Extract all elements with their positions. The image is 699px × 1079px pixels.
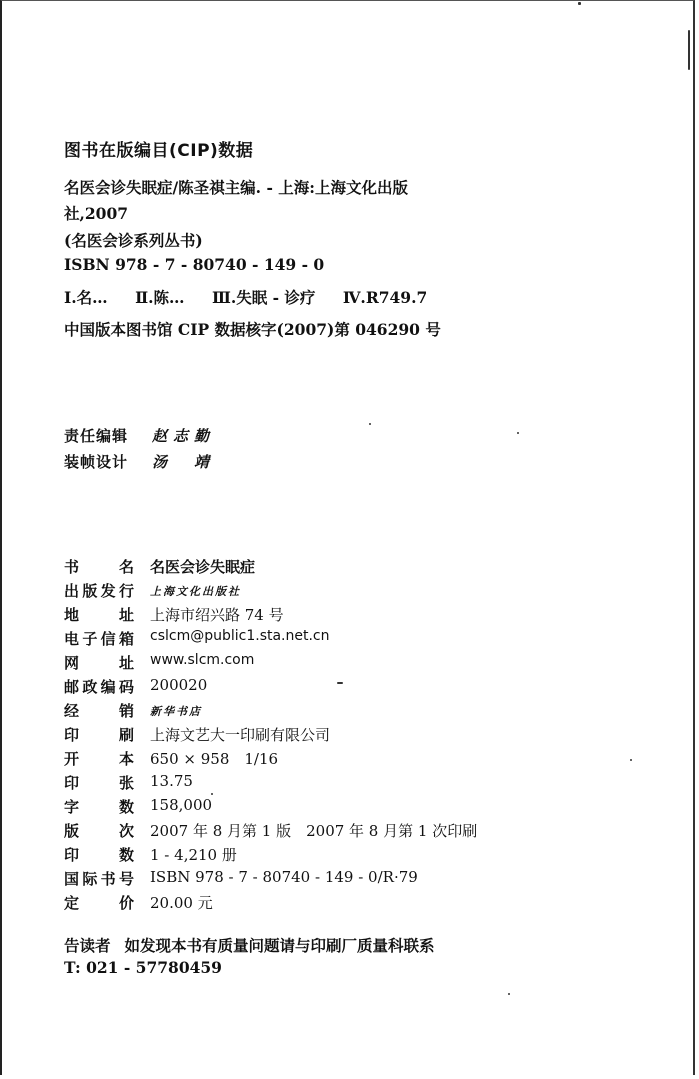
info-value: cslcm@public1.sta.net.cn [150,628,330,644]
cip-line-publisher: 社,2007 [64,204,129,223]
info-label: 网址 [64,654,134,672]
cip-title: 图书在版编目(CIP)数据 [64,141,254,161]
info-value: 1 - 4,210 册 [150,846,237,864]
info-label: 邮政编码 [64,678,134,696]
classification-item: Ⅰ.名… [64,288,108,307]
scan-speck [369,423,371,425]
reader-notice [64,934,435,956]
info-value: 上海市绍兴路 74 号 [150,606,284,624]
info-value: 200020 [150,676,208,694]
info-label: 定价 [64,894,134,912]
info-label: 经销 [64,702,134,720]
scan-speck [337,682,343,684]
info-value: 名医会诊失眠症 [150,558,256,576]
distributor-logotype: 新华书店 [150,705,202,718]
classification-item: Ⅳ.R749.7 [342,288,428,307]
staff-row-editor [64,425,215,446]
cip-line-isbn: ISBN 978 - 7 - 80740 - 149 - 0 [64,255,325,274]
cip-record-number: 中国版本图书馆 CIP 数据核字(2007)第 046290 号 [64,320,441,339]
info-label: 开本 [64,750,134,768]
info-label: 印张 [64,774,134,792]
cip-classification [64,286,427,308]
cip-line-series: (名医会诊系列丛书) [64,231,203,250]
info-label: 印数 [64,846,134,864]
staff-value: 赵志勤 [152,427,216,445]
notice-text: 如发现本书有质量问题请与印刷厂质量科联系 [124,936,435,955]
scan-speck [578,2,581,5]
info-label: 国际书号 [64,870,134,888]
contact-phone: T: 021 - 57780459 [64,958,222,977]
info-value: 2007 年 8 月第 1 版 2007 年 8 月第 1 次印刷 [150,822,478,840]
publisher-logotype: 上海文化出版社 [150,585,241,598]
info-value: 20.00 元 [150,894,213,912]
info-label: 字数 [64,798,134,816]
info-label: 版次 [64,822,134,840]
info-value: 158,000 [150,796,213,814]
classification-item: Ⅱ.陈… [135,288,185,307]
info-label: 印刷 [64,726,134,744]
info-value: ISBN 978 - 7 - 80740 - 149 - 0/R·79 [150,868,418,886]
scan-speck [688,30,690,70]
info-value: 650 × 958 1/16 [150,750,279,768]
classification-item: Ⅲ.失眠 - 诊疗 [211,288,316,307]
scan-speck [630,759,632,761]
cip-line-title: 名医会诊失眠症/陈圣祺主编. - 上海:上海文化出版 [64,178,409,197]
info-label: 出版发行 [64,582,134,600]
notice-label: 告读者 [64,936,111,955]
staff-value: 汤 靖 [152,453,216,471]
info-label: 地址 [64,606,134,624]
scan-speck [517,432,519,434]
staff-label: 装帧设计 [64,453,129,471]
info-label: 电子信箱 [64,630,134,648]
scan-speck [508,993,510,995]
scan-speck [211,793,213,795]
info-label: 书名 [64,558,134,576]
info-value: 13.75 [150,772,193,790]
staff-row-designer [64,451,215,472]
info-value: www.slcm.com [150,652,255,668]
info-value: 上海文艺大一印刷有限公司 [150,726,331,744]
staff-label: 责任编辑 [64,427,129,445]
